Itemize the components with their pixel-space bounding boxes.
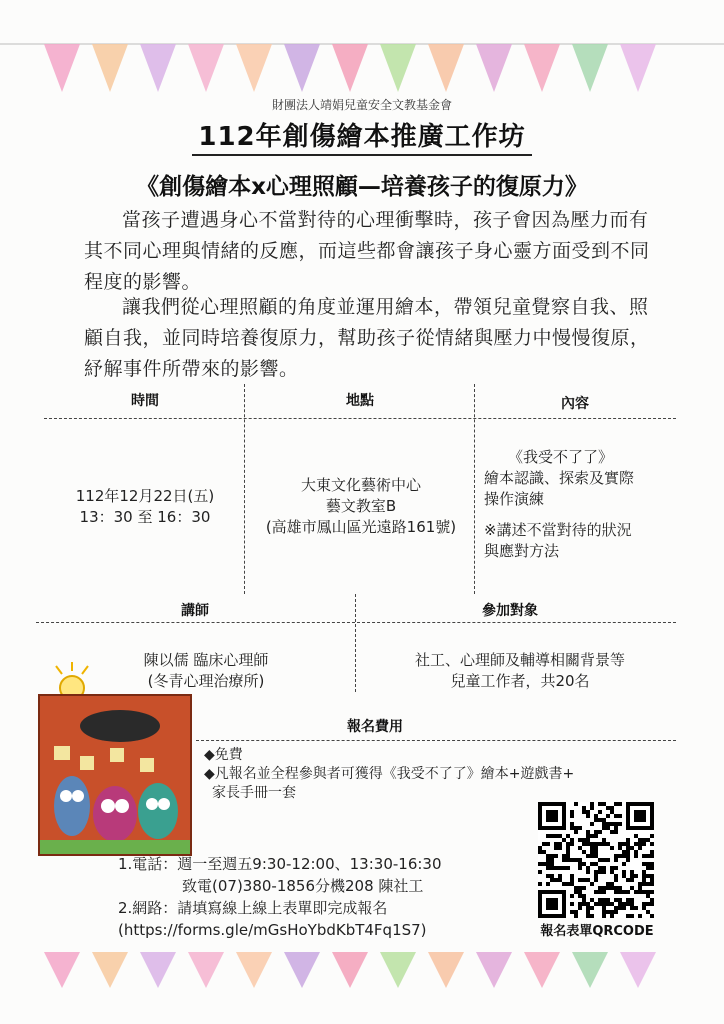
- fee-items: [204, 746, 684, 803]
- bunting-flag: [284, 44, 320, 92]
- bunting-flag: [572, 952, 608, 988]
- fee-gift: ◆凡報名並全程參與者可獲得《我受不了了》繪本+遊戲書+: [204, 766, 575, 782]
- book-cover-illustration: [40, 696, 190, 854]
- bunting-flag: [284, 952, 320, 988]
- speaker-affiliation: (冬青心理治療所): [147, 672, 265, 690]
- header-place: 地點: [346, 393, 374, 409]
- intro-paragraph-2: 讓我們從心理照顧的角度並運用繪本，帶領兒童覺察自我、照顧自我，並同時培養復原力，幫助孩子從情緒與壓力中慢慢復原，紓解事件所帶來的影響。: [84, 296, 650, 380]
- speaker-name: 陳以儒 臨床心理師: [143, 651, 269, 669]
- contact-web: 2.網路：請填寫線上線上表單即完成報名: [118, 899, 388, 917]
- bunting-flag: [620, 952, 656, 988]
- event-hours: 13：30 至 16：30: [79, 508, 211, 526]
- bunting-flag: [428, 44, 464, 92]
- bunting-flag: [44, 44, 80, 92]
- header-time: 時間: [131, 393, 159, 409]
- event-time: [50, 486, 240, 528]
- bunting-flag: [188, 952, 224, 988]
- venue-room: 藝文教室B: [325, 497, 397, 515]
- audience-line-2: 兒童工作者，共20名: [450, 672, 590, 690]
- bunting-flag: [332, 44, 368, 92]
- organization-name: 財團法人靖娟兒童安全文教基金會: [271, 98, 452, 112]
- content-note-2: 與應對方法: [484, 542, 560, 560]
- table2-divider: [355, 594, 356, 692]
- table1-divider-2: [474, 384, 475, 594]
- bunting-flag: [524, 44, 560, 92]
- fee-free: ◆免費: [204, 747, 243, 763]
- contact-info: [118, 853, 442, 941]
- bunting-flag: [380, 952, 416, 988]
- event-date: 112年12月22日(五): [75, 487, 215, 505]
- header-content: 內容: [561, 396, 589, 412]
- bunting-flag: [572, 44, 608, 92]
- top-bunting: [0, 40, 724, 100]
- bunting-flag: [140, 952, 176, 988]
- content-note-1: ※講述不當對待的狀況: [484, 521, 632, 539]
- speaker-info: [96, 650, 316, 692]
- bunting-flag: [332, 952, 368, 988]
- contact-phone-detail: 致電(07)380-1856分機208 陳社工: [182, 877, 424, 895]
- audience-info: [370, 650, 670, 692]
- bunting-flag: [620, 44, 656, 92]
- venue-address: (高雄市鳳山區光遠路161號): [265, 518, 457, 536]
- bunting-flag: [188, 44, 224, 92]
- venue-name: 大東文化藝術中心: [300, 476, 421, 494]
- bunting-flag: [476, 952, 512, 988]
- header-speaker: 講師: [181, 603, 209, 619]
- bunting-flag: [476, 44, 512, 92]
- fee-header-divider: [196, 740, 676, 741]
- bottom-bunting: [0, 950, 724, 1010]
- bunting-flag: [236, 44, 272, 92]
- header-fee: 報名費用: [347, 719, 403, 735]
- event-content: [484, 447, 684, 562]
- content-line-1: 繪本認識、探索及實際: [484, 469, 635, 487]
- audience-line-1: 社工、心理師及輔導相關背景等: [414, 651, 625, 669]
- page-title: 112年創傷繪本推廣工作坊: [0, 116, 724, 153]
- content-line-2: 操作演練: [484, 490, 545, 508]
- bunting-flag: [236, 952, 272, 988]
- bunting-flag: [44, 952, 80, 988]
- bunting-flag: [140, 44, 176, 92]
- fee-gift-cont: 家長手冊一套: [212, 785, 296, 801]
- bunting-flag: [380, 44, 416, 92]
- contact-phone: 1.電話：週一至週五9:30-12:00、13:30-16:30: [118, 855, 442, 873]
- table1-header-divider: [44, 418, 676, 419]
- book-title: 《我受不了了》: [508, 448, 614, 466]
- table1-divider-1: [244, 384, 245, 594]
- event-place: [250, 475, 472, 538]
- table2-header-divider: [36, 622, 676, 623]
- contact-url[interactable]: (https://forms.gle/mGsHoYbdKbT4Fq1S7): [118, 921, 427, 939]
- qr-code-label: 報名表單QRCODE: [540, 924, 654, 939]
- page-subtitle: 《創傷繪本x心理照顧—培養孩子的復原力》: [136, 174, 588, 200]
- bunting-flag: [428, 952, 464, 988]
- bunting-flag: [92, 44, 128, 92]
- bunting-flag: [524, 952, 560, 988]
- book-cover-image: [38, 694, 192, 856]
- intro-paragraph-1: 當孩子遭遇身心不當對待的心理衝擊時，孩子會因為壓力而有其不同心理與情緒的反應，而這些都會讓孩子身心靈方面受到不同程度的影響。: [84, 209, 650, 293]
- bunting-flag: [92, 952, 128, 988]
- qr-code[interactable]: [538, 802, 654, 918]
- header-audience: 參加對象: [482, 603, 538, 619]
